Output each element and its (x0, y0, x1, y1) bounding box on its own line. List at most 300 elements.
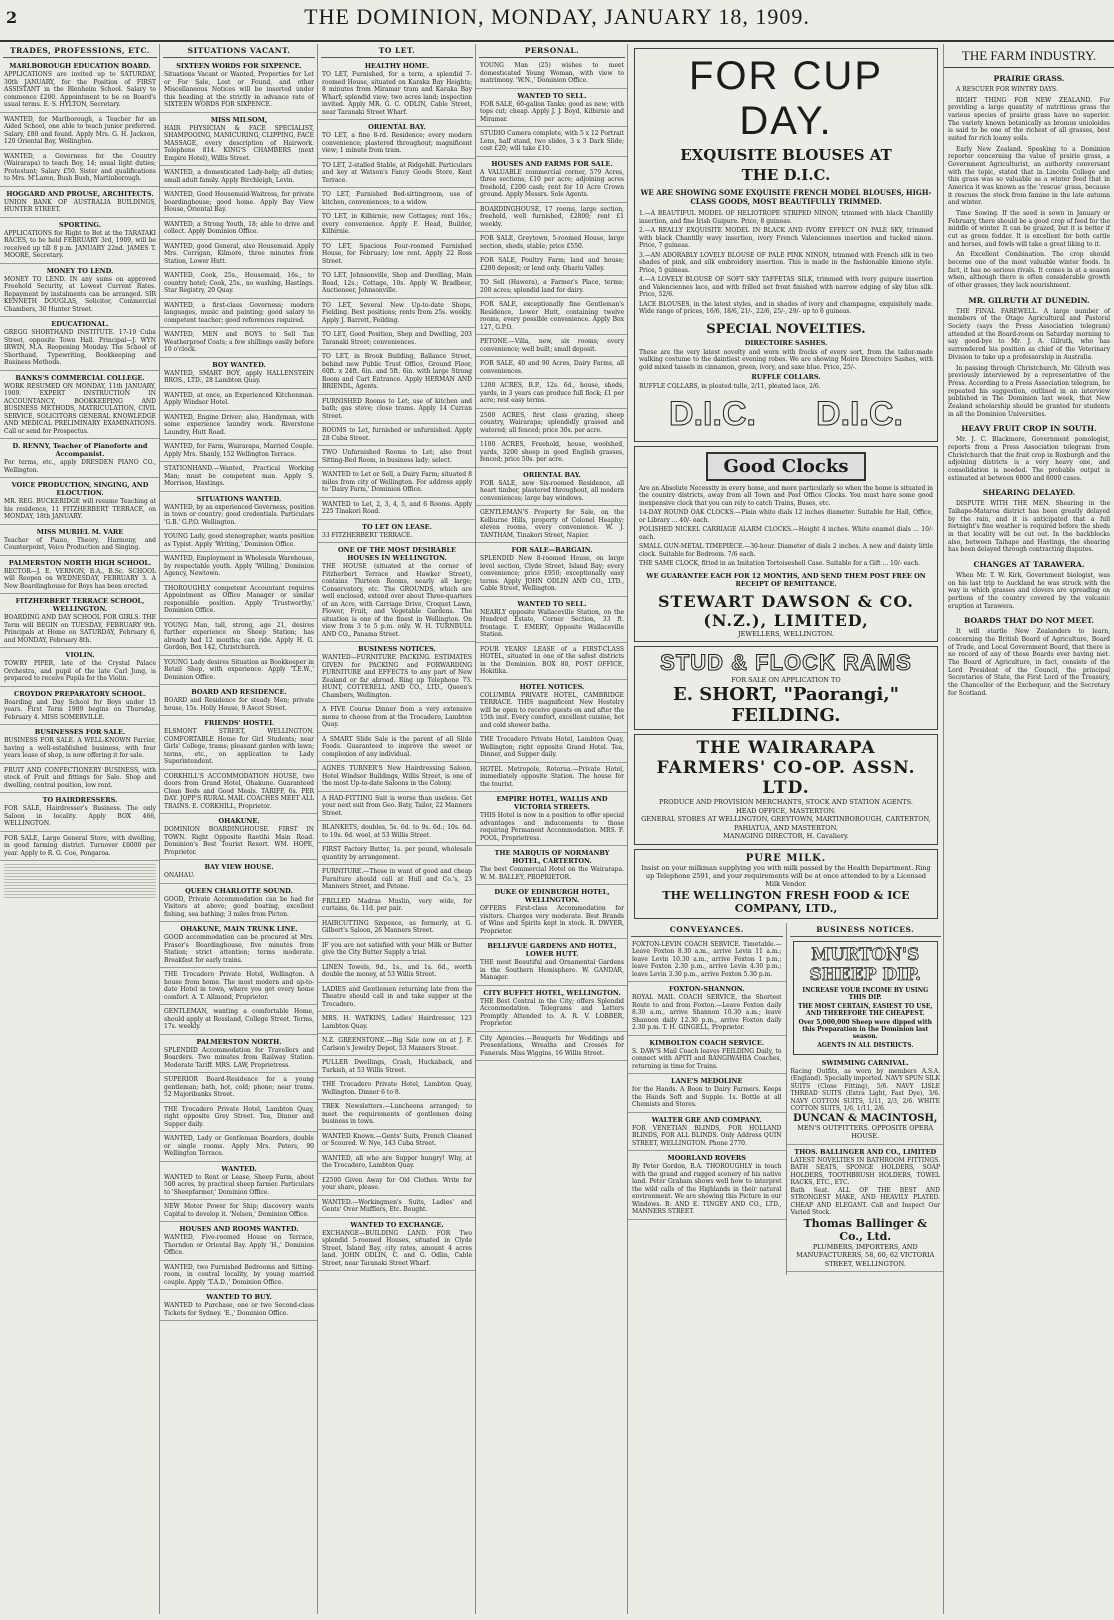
ad-heading: ONE OF THE MOST DESIRABLE HOUSES IN WELLINGTON. (338, 546, 456, 562)
ad-body: FIRST Factory Butter, 1s. per pound, wholesale quantity by arrangement. (322, 846, 472, 861)
ad-body: FOR VENETIAN BLINDS, FOR HOLLAND BLINDS, FOR ALL BLINDS. Only Address QUIN STREET, WELLINGTON. Phone 2770. (632, 1124, 782, 1147)
ad-body: WANTED to Rent or Lease, Sheep Farm, about 500 acres, by practical sheep farmer. Particulars to 'Sheepfarmer,' Dominion Office. (164, 1173, 314, 1196)
cup-day-intro: WE ARE SHOWING SOME EXQUISITE FRENCH MODEL BLOUSES, HIGH-CLASS GOODS, MOST BEAUTIFULLY TRIMMED. (640, 188, 932, 206)
ad-body: THOROUGHLY competent Accountant requires Appointment as Office Manager or similar responsible position. Apply 'Trustworthy,' Dominion Office. (164, 584, 314, 614)
ad-body: GENTLEMAN, wanting a comfortable Home, should apply at Rossland, College Street. Terms, 17s. weekly. (164, 1008, 314, 1030)
clocks-warranty: WE GUARANTEE EACH FOR 12 MONTHS, AND SEND THEM POST FREE ON RECEIPT OF REMITTANCE. (646, 571, 926, 588)
classified-ad (318, 1081, 476, 1100)
stewart-dawson-name: STEWART DAWSON & CO. (N.Z.), LIMITED, (658, 591, 914, 630)
ad-body: RECTOR—J. E. VERNON, B.A., B.Sc. SCHOOL will Reopen on WEDNESDAY, FEBRUARY 3. A New Boardinghouse for Boys has been erected. (4, 567, 156, 590)
classified-ad (160, 533, 318, 552)
ad-body: THIS Hotel is now in a position to offer special advantages and inducements to those requiring Permanent Accommodation. MRS. F. POOL, Proprietress. (480, 812, 624, 842)
ad-body: BOARDINGHOUSE, 17 rooms, large section, freehold, well furnished, £2800; rent £1 weekly. (480, 205, 624, 228)
ad-body: FOR SALE, Hairdresser's Business. The only Saloon in locality. Apply BOX 466, WELLINGTON. (4, 805, 156, 827)
ad-body: FOR SALE, Large General Store, with dwelling, in good farming district. Turnover £6000 per year. Apply to R. G. Coe, Pongaroa. (4, 834, 156, 857)
classified-ad (318, 353, 476, 395)
classified-ad (160, 221, 318, 240)
ad-list (0, 62, 160, 861)
special-novelties-heading: SPECIAL NOVELTIES. (706, 321, 866, 337)
classified-ad (160, 688, 318, 716)
classified-ad (476, 160, 628, 203)
section-heading: PERSONAL. (479, 46, 625, 58)
ad-body: MONEY TO LEND. IN any sums on approved Freehold Security, at Lowest Current Rates. Repayment by instalments can be arranged. SIR KENNETH DOUGLAS, Solicitor, Commercial Chambers, 30 Hunter Street. (4, 275, 156, 313)
classified-ad (476, 683, 628, 734)
ad-body: FOUR YEARS' LEASE of a FIRST-CLASS HOTEL, situated in one of the safest districts in the Dominion. BOX 80, POST OFFICE, Hokitika. (480, 645, 624, 675)
ad-body: WANTED, good General, also Housemaid. Apply Mrs. Corrigan, Kilmore, three minutes from Station, Lower Hutt. (164, 242, 314, 265)
classified-ad (318, 427, 476, 446)
ad-body: FOR SALE, Greytown, 5-roomed House, large section, sheds, stable; price £550. (480, 235, 624, 250)
classified-ad (318, 846, 476, 865)
classified-ad (318, 398, 476, 425)
sash-text: These are the very latest novelty and worn with frocks of every sort, from the tailor-made walking costume to the daintiest evening robes. We are showing Moire Directoire Sashes, with gold mixed tassels in cinnamon, green, ivory, and saxe blue. Price, 25/-. (639, 348, 933, 371)
clocks-intro: Are an Absolute Necessity in every home, and more particularly so when the home is situated in the country districts, away from all Town and Post Office Clocks. You must have some good inexpensive clock that you can rely to catch Trains, Buses, etc. (639, 484, 933, 507)
ad-body: WANTED, SMART BOY, apply HALLENSTEIN BROS., LTD., 28 Lambton Quay. (164, 369, 314, 384)
directoire-heading: DIRECTOIRE SASHES. (744, 338, 828, 347)
classified-ad (476, 257, 628, 276)
ad-body: FOR SALE, Poultry Farm; land and house; £200 deposit; or lend only. Ohariu Valley. (480, 257, 624, 272)
ballinger-ad (787, 1148, 945, 1272)
ad-body: WANTED, a first-class Governess; modern languages, music and painting; good salary to competent teacher; good references required. (164, 301, 314, 324)
ad-body: APPLICATIONS are invited up to SATURDAY, 30th JANUARY, for the Position of FIRST ASSISTANT in the Blenheim School. Salary to commence £200. Appointment to be on Board's usual terms. E. S. HYLTON, Secretary. (4, 71, 156, 108)
classified-ad (318, 736, 476, 763)
ad-body: THE Trocadero Private Hotel, Lambton Quay, Wellington. Dinner 6 to 8. (322, 1081, 472, 1096)
section-heading: TO LET. (321, 46, 473, 58)
ad-body: WANTED to Let or Sell, a Dairy Farm; situated 8 miles from city of Wellington. For address apply to 'Dairy Farm,' Dominion Office. (322, 471, 472, 493)
ad-heading: EMPIRE HOTEL, WALLIS AND VICTORIA STREETS. (496, 795, 608, 811)
classified-ad (318, 213, 476, 240)
ad-body: WANTED, Lady or Gentleman Boarders, double or single rooms. Apply Mrs. Peters, 90 Wellington Terrace. (164, 1135, 314, 1157)
article-heading: BOARDS THAT DO NOT MEET. (963, 616, 1095, 626)
ad-body: £2500 Given Away for Old Clothes. Write for your share, please. (322, 1176, 472, 1191)
ad-body: WANTED.—Workingmen's Suits, Ladies' and Gents' Over Mufflers, Etc. Bought. (322, 1198, 472, 1213)
ad-body: For terms, etc., apply DRESDEN PIANO CO., Wellington. (4, 459, 156, 474)
classified-ad (628, 941, 786, 983)
ad-body: SPLENDID New 8-roomed House, on large level section, Clyde Street, Island Bay; every convenience; price £950; exceptionally easy terms. Apply JOHN ODLIN AND CO., LTD., Cable Street, Wellington. (480, 555, 624, 592)
classified-ad (318, 191, 476, 210)
ruffle-heading: RUFFLE COLLARS. (751, 373, 821, 381)
ad-heading: EDUCATIONAL. (51, 320, 109, 328)
swim-text: Racing Outfits, as worn by members A.S.A. (England). Specially imported. NAVY SPUN SILK SUITS (Close Fitting), 5/6. NAVY LISLE THREAD SUITS (Extra Light, Fast Dye), 3/6. NAVY COTTON SUITS, 1/11, 2/3, 2/6. WHITE COTTON SUITS, 1/6, 1/11, 2/6. (790, 1067, 941, 1113)
clock-item: 14-DAY ROUND OAK CLOCKS.—Plain white dials 12 inches diameter. Suitable for Hall, Office, or Library ... 40/- each. (639, 509, 933, 524)
ad-body: The best Commercial Hotel on the Wairarapa. W. M. BALLEY, PROPRIETOR. (480, 866, 624, 881)
classified-ad (476, 412, 628, 439)
classified-ad (0, 267, 160, 318)
blouse-item: 1.—A BEAUTIFUL MODEL OF HELIOTROPE STRIPED NINON, trimmed with black Chantilly insertion, and fine Irish Guipure. Price, 8 guineas. (639, 210, 933, 225)
bath-text: Bath Seat. ALL OF THE BEST AND STRONGEST MAKE, AND HEAVILY PLATED. CHEAP AND ELEGANT. Call and Inspect Our Varied Stock. (790, 1186, 940, 1217)
classified-ad (476, 989, 628, 1032)
column-situations (160, 44, 318, 1614)
ad-heading: HOTEL NOTICES. (519, 682, 585, 691)
article-paragraph: Mr. J. C. Blackmore, Government pomologist, reports from a Press Association telegram from Christchurch that the fruit crop in Roxburgh and the adjoining districts is a very heavy one, and consolidation is needed. The probable output is estimated at between 6000 and 8000 cases. (948, 436, 1110, 482)
ad-heading: PALMERSTON NORTH HIGH SCHOOL. (8, 558, 152, 567)
classified-ad (160, 773, 318, 815)
ad-heading: HOGGARD AND PROUSE, ARCHITECTS. (6, 189, 154, 198)
ad-body: TO LET, in Brook Building, Ballance Street, behind new Public Trust Office, Ground Floor, 60ft. x 24ft. 6in. and 5ft. 6in. with large Strong Room and Cart Entrance. Apply HERMAN AND BRIENDL, Agents. (322, 353, 472, 390)
ad-body: YOUNG Man, tall, strong, age 21, desires further experience on Sheep Station; has already had 12 months; can ride. Apply H. G. Gordon, Box 142, Christchurch. (164, 621, 314, 651)
ad-list (628, 941, 786, 1220)
ad-body: TO LET, Furnished Bed-sittingroom, use of kitchen, conveniences, to a widow. (322, 191, 472, 206)
ad-body: WANTED, MEN and BOYS to Sell Tan Weatherproof Coats; a few shillings easily before 10 o'clock. (164, 331, 314, 353)
sheep-dip-title: SHEEP DIP. (809, 964, 922, 985)
ad-body: HAIR PHYSICIAN & FACE SPECIALIST, SHAMPOOING, MANICURING, CLIPPING, FACE MASSAGE, every description of Hairwork. Telephone 814. KING'S CHAMBERS (next Empire Hotel), Willis Street. (164, 124, 314, 162)
dic-logo-row (639, 395, 933, 434)
ad-body: NEARLY opposite Wallaceville Station, on the Hundred Estate, Corner Section, 33 ft. frontage. T. EMERY, Opposite Wallaceville Station. (480, 608, 624, 638)
ad-body: EXCHANGE—BUILDING LAND. FOR Two splendid 5-roomed Houses, situated in Clyde Street, Island Bay, city rates, amount 4 acres land. JOHN ODLIN, C. and G. Odlin, Cable Street, near Taranaki Street Wharf. (322, 1229, 472, 1267)
ad-heading: FOXTON-SHANNON. (668, 985, 745, 994)
classified-ad (318, 162, 476, 189)
ad-body: MRS. H. WATKINS, Ladies' Hairdresser, 123 Lambton Quay. (322, 1015, 472, 1030)
page-number: 2 (6, 8, 18, 27)
classified-ad (476, 849, 628, 885)
ad-body: FRUIT AND CONFECTIONERY BUSINESS, with stock of Fruit and fittings for Sale. Shop and dwelling, central position, low rent. (4, 766, 156, 789)
ad-heading: MARLBOROUGH EDUCATION BOARD. (9, 62, 151, 70)
classified-ad (476, 546, 628, 597)
ad-body: THE Trocadero Private Hotel, Wellington. A house from home. The most modern and up-to-date Hotel in town, where you get every home comfort. A. T. Allmond, Proprietor. (164, 971, 314, 1001)
ad-body: PULLER Dwellings, Crash, Huckaback, and Turkish, at 53 Willis Street. (322, 1059, 472, 1074)
classified-ad (0, 690, 160, 726)
ad-heading: D. RENNY, Teacher of Pianoforte and Accompanist. (12, 442, 148, 458)
ad-body: UNION BANK OF AUSTRALIA BUILDINGS, HUNTER STREET. (4, 198, 156, 213)
milk-text: Insist on your milkman supplying you with milk passed by the Health Department. Ring up Telephone 2591, and your requirements will be at once attended to by a Licensed Milk Vendor. (641, 863, 931, 889)
article-paragraph: THE FINAL FAREWELL. A large number of members of the Otago Agricultural and Pastoral Society (says the Press Association telegram) attended at the Board-room on Saturday morning to say good-bye to Mr. J. A. Gilruth, who has surrendered his position as chief of the Veterinary Division to take up a professorship in Australia. (948, 307, 1110, 361)
ad-heading: FRIENDS' HOSTEL (204, 719, 274, 727)
classified-ad (476, 441, 628, 468)
lower-split (628, 923, 944, 1275)
ad-heading: BANKS'S COMMERCIAL COLLEGE. (15, 373, 145, 382)
ad-body: A FIVE Course Dinner from a very extensive menu to choose from at the Trocadero, Lambton Quay. (322, 706, 472, 728)
ad-body: GREGG SHORTHAND INSTITUTE. 17-19 Cuba Street, opposite Town Hall. Principal—J. WYN IRWIN, M.A. Reopening Monday. The School of Shorthand, Typewriting, Bookkeeping and Business Methods. (4, 329, 156, 366)
ballinger-sub: PLUMBERS, IMPORTERS, AND MANUFACTURERS, 58, 60, 62 VICTORIA STREET, WELLINGTON. (796, 1242, 935, 1268)
dip-note: INCREASE YOUR INCOME BY USING THIS DIP. (802, 986, 929, 1001)
classified-ad (160, 1008, 318, 1035)
ad-body: YOUNG Man (25) wishes to meet domesticated Young Woman, with view to matrimony. 'W.N.,' Dominion Office. (480, 62, 624, 84)
ad-heading: THE MARQUIS OF NORMANBY HOTEL, CARTERTON. (494, 849, 610, 865)
classified-ad (160, 116, 318, 167)
article-paragraph: It will startle New Zealanders to learn, concerning the British Board of Agriculture, Board of Trade, and Local Government Board, that there is no record of any of these Boards ever having met. The Board of Agriculture, in fact, consists of the Lord President of the Council, the principal Secretaries of State, the First Lord of the Treasury, the Chancellor of the Exchequer, and the Secretary for Scotland. (948, 628, 1110, 697)
wairarapa-line: PRODUCE AND PROVISION MERCHANTS, STOCK AND STATION AGENTS. (659, 798, 913, 807)
classified-ad (318, 243, 476, 270)
ad-body: BOARD and Residence for steady Men; private house, 15s. Holly House, 9 Ascot Street. (164, 697, 314, 712)
ad-body: CORKHILL'S ACCOMMODATION HOUSE, two doors from Grand Hotel, Ohakune. Guaranteed Clean Beds and Good Meals. TARIFF, 6s. PER DAY. JOPP'S RURAL MAIL COACHES MEET ALL TRAINS. E. CORKHILL, Proprietor. (164, 772, 314, 810)
ad-body: ROOMS to Let, furnished or unfurnished. Apply 28 Cuba Street. (322, 427, 472, 442)
classified-ad (160, 1293, 318, 1321)
ad-body: OFFERS First-class Accommodation for visitors. Charges very moderate. Best Brands of Wine and Spirits kept in stock. R. DWYER, Proprietor. (480, 905, 624, 935)
ad-body: TOWRY PIPER, late of the Crystal Palace Orchestra, and pupil of the late Carl Jung, is prepared to receive Pupils for the Violin. (4, 660, 156, 682)
ad-body: COLUMBIA PRIVATE HOTEL, CAMBRIDGE TERRACE. THIS magnificent New Hostelry will be open to receive guests on and after the 15th inst. Every comfort, excellent cuisine, hot and cold shower baths. (480, 691, 624, 729)
classified-ad (0, 320, 160, 371)
ad-heading: CITY BUFFET HOTEL, WELLINGTON. (483, 988, 621, 997)
column-trades (0, 44, 160, 1614)
article-heading: CHANGES AT TARAWERA. (973, 559, 1085, 569)
ad-body: 33 FITZHERBERT TERRACE. (322, 531, 413, 539)
ad-body: TWO Unfurnished Rooms to Let; also front Sitting-Bed Room, in business lady; select. (322, 449, 472, 464)
classified-ad (160, 392, 318, 411)
ad-body: WANTED, a Governess for the Country (Wairarapa) to teach Boy, 14; usual light duties; Protestant; Salary £50. Sister and qualifications to Mrs. M'Laren, Bush Bush, Martinborough. (4, 152, 156, 182)
article-paragraph: A RESCUER FOR WINTRY DAYS. (956, 86, 1058, 93)
classified-ad (476, 942, 628, 986)
milk-company: THE WELLINGTON FRESH FOOD & ICE (662, 888, 910, 902)
ad-body: FOXTON-LEVIN COACH SERVICE. Timetable.—Leave Foxton 8.30 a.m., arrive Levin 11 a.m.; leave Levin 10.30 a.m., arrive Foxton 1 p.m.; leave Foxton 2.30 p.m., arrive Levin 4.30 p.m.; leave Levin 3.30 p.m., arrive Foxton 5.30 p.m. (632, 940, 782, 978)
ad-body: TO Sell (Hawera), a Farmer's Place, terms; 200 acres; splendid land for dairy. (480, 279, 624, 294)
ad-heading: VIOLIN. (65, 651, 95, 659)
stud-sub: FOR SALE ON APPLICATION TO (731, 675, 841, 684)
classified-ad (628, 1116, 786, 1152)
ad-heading: OHAKUNE, MAIN TRUNK LINE. (180, 925, 298, 933)
classified-ad (628, 1154, 786, 1220)
classified-ad (0, 796, 160, 832)
ad-heading: HOUSES AND ROOMS WANTED. (179, 1225, 299, 1233)
ad-heading: WANTED. (221, 1164, 257, 1173)
classified-ad (318, 920, 476, 939)
ad-body: HAIRCUTTING Sixpence, as formerly, at G. Gilbert's Saloon, 26 Manners Street. (322, 919, 472, 934)
classified-ad (160, 302, 318, 329)
ad-heading: TO LET ON LEASE. (362, 522, 432, 531)
classified-ad (160, 622, 318, 656)
classified-ad (476, 301, 628, 335)
section-heading: BUSINESS NOTICES. (790, 925, 942, 937)
ad-body: TO LET, Several New Up-to-date Shops, Fielding. Best positions; rents from 25s. weekly. Apply J. Barrett, Feilding. (322, 301, 472, 324)
ad-body: TREK Newsletters.—Luncheons arranged; to meet the requirements of gentlemen doing business in town. (322, 1103, 472, 1125)
ad-body: NEW Motor Power for Ship; discovery wants Capital to develop it. 'Nelson,' Dominion Office. (164, 1203, 314, 1218)
column-to-let (318, 44, 476, 1614)
classified-ad (476, 888, 628, 939)
ad-body: WANTED, Good Housemaid-Waitress, for private boardinghouse; good home. Apply Bay View House, Oriental Bay. (164, 191, 314, 213)
dip-note: Over 5,000,000 Sheep were dipped with this Preparation in the Dominion last season. (798, 1018, 932, 1040)
article-paragraph: Time Sowing. If the seed is sown in January or February, there should be a good crop of feed for the middle of winter. It can be grazed, but it is better if cut as green fodder. It is excellent for both cattle and horses, and fowls will take a great liking to it. (948, 210, 1110, 248)
classified-ad (318, 272, 476, 299)
ad-body: BUSINESS FOR SALE. A WELL-KNOWN Farrier, having a well-established business, with four years lease of shop, is now offering it for sale. (4, 737, 156, 759)
ad-body: MR. REG. BUCKERIDGE will resume Teaching at his residence, 11 FITZHERBERT TERRACE, on MONDAY, 18th JANUARY. (4, 498, 156, 520)
ad-body: for the Hands. A Boon to Dairy Farmers. Keeps the Hands Soft and Supple. 1s. Bottle at all Chemists and Stores. (632, 1086, 782, 1109)
ad-body: By Peter Gordon, R.A. THOROUGHLY in touch with the grand and rugged scenery of his native land. Peter Graham shows well how to interpret the wild calls of the Highlands in their natural environment. We are showing this Picture in our Windows. B. AND E. TINGEY AND CO., LTD., MANNERS STREET. (632, 1163, 782, 1216)
wairarapa-farmers-ad (634, 734, 938, 844)
blouse-item: 2.—A REALLY EXQUISITE MODEL IN BLACK AND IVORY EFFECT ON PALE SKY, trimmed with black Chantilly wavy insertion, ivory French Valenciennes insertion and tucked ninon. Price, 7 guineas. (639, 227, 933, 249)
classified-ad (0, 374, 160, 440)
classified-ad (318, 795, 476, 822)
classified-ad (160, 1165, 318, 1201)
ad-body: FOR SALE, 60-gallon Tanks; good as new; with tops cut; cheap. Apply J. J. Boyd, Kilbirnie and Miramar. (480, 100, 624, 123)
ad-body: THE most Beautiful and Ornamental Gardens in the Southern Hemisphere. W. GANDAR, Manager. (480, 959, 624, 981)
ad-body: YOUNG Lady desires Situation as Bookkeeper in Retail Shop, with experience. Apply 'T.E.W.,' Dominion Office. (164, 658, 314, 681)
dip-note: AGENTS IN ALL DISTRICTS. (817, 1041, 914, 1049)
classified-ad (476, 1035, 628, 1062)
ad-body: AGNES TURNER'S New Hairdressing Saloon, Hotel Windsor Buildings, Willis Street, is one of the most Up-to-date Saloons in the Colony. (322, 765, 472, 787)
section-heading: TRADES, PROFESSIONS, ETC. (3, 46, 157, 58)
classified-ad (160, 495, 318, 531)
classified-ad (476, 279, 628, 298)
ad-body: WANTED Known.—Gents' Suits, French Cleaned or Scoured. W. Nye, 143 Cuba Street. (322, 1132, 472, 1147)
ad-body: 2500 ACRES, first class grazing, sheep country, Wairarapa; splendidly grassed and watered; all fenced; price 30s. per acre. (480, 411, 624, 434)
classified-ad (160, 925, 318, 968)
farm-industry-title: THE FARM INDUSTRY. (944, 48, 1114, 68)
classified-ad (0, 651, 160, 687)
ad-body: ONAHAU. (164, 872, 195, 879)
classified-ad (476, 130, 628, 157)
classified-ad (160, 191, 318, 218)
ballinger-text: LATEST NOVELTIES IN BATHROOM FITTINGS. BATH SEATS, SPONGE HOLDERS, SOAP HOLDERS, TOOTHBRUSH HOLDERS, TOWEL RACKS, ETC., ETC. (790, 1156, 940, 1187)
ad-heading: MISS MILSOM, (210, 115, 268, 124)
classified-ad (318, 1015, 476, 1034)
ad-list (476, 62, 628, 1061)
stud-place: FEILDING. (731, 705, 841, 727)
classified-ad (318, 501, 476, 520)
classified-ad (318, 645, 476, 703)
column-display-ads (628, 44, 944, 1614)
ad-heading: BUSINESS NOTICES. (358, 645, 436, 653)
ad-heading: QUEEN CHARLOTTE SOUND. (185, 886, 293, 895)
ad-body: LADIES and Gentlemen returning late from the Theatre should call in and take supper at the Trocadero. (322, 985, 472, 1008)
classified-ad (160, 1106, 318, 1133)
classified-ad (476, 600, 628, 643)
classified-ad (318, 1133, 476, 1152)
classified-ad (0, 528, 160, 556)
ad-heading: ORIENTAL BAY. (368, 123, 426, 131)
classified-ad (160, 1203, 318, 1222)
ad-heading: BELLEVUE GARDENS AND HOTEL, LOWER HUTT. (487, 942, 617, 958)
clock-item: THE SAME CLOCK, fitted in an Imitation Tortoiseshell Case. Suitable for a Gift ... 10/- each. (639, 560, 920, 567)
ad-heading: WANTED TO EXCHANGE. (350, 1220, 444, 1229)
ad-body: N.Z. GREENSTONE.—Big Sale now on at J. F. Carlson's Jewelry Depot, 53 Manners Street. (322, 1037, 472, 1052)
classified-ad (318, 824, 476, 843)
classified-ad (318, 449, 476, 468)
ad-body: FURNISHED Rooms to Let; use of kitchen and bath; gas stove; close trams. Apply 14 Curran Street. (322, 397, 472, 420)
classified-ad (160, 1225, 318, 1261)
classified-ad (0, 767, 160, 794)
duncan-sub: MEN'S OUTFITTERS. OPPOSITE OPERA HOUSE. (797, 1123, 934, 1141)
stud-rams-ad (634, 646, 938, 730)
classified-ad (160, 169, 318, 188)
ad-heading: MONEY TO LEND. (46, 266, 114, 275)
ad-body: HOTEL Metropole, Rotorua.—Private Hotel, immediately opposite Station. The house for the tourist. (480, 765, 624, 788)
ad-body: THE HOUSE (situated at the corner of Fitzherbert Terrace and Hawker Street), contains Thirteen Rooms, nearly all large; Conservatory, etc. The GROUNDS, which are well enclosed, extend over about Three-quarters of an Acre, with Carriage Drive, Croquet Lawn, Flower, Fruit, and Vegetable Gardens. The situation is one of the finest in Wellington. On view from 3 to 5 p.m. only. W. H. TURNBULL AND CO., Panama Street. (322, 563, 472, 638)
ad-body: APPLICATIONS for Right to Bet at the TARATAKI RACES, to be held FEBRUARY 3rd, 1909, will be received up till 8 p.m. JANUARY 22nd. JAMES T. MOORE, Secretary. (4, 229, 156, 259)
ad-body: GENTLEMAN'S Property for Sale, on the Kelburne Hills, property of Colonel Heaphy; eleven rooms, every convenience. W. J. TANTHAM, Tinakori Street, Napier. (480, 509, 624, 539)
article-heading: PRAIRIE GRASS. (993, 74, 1065, 83)
classified-ad (0, 442, 160, 478)
ad-heading: WANTED TO SELL. (517, 599, 587, 608)
classified-ad (476, 62, 628, 89)
ad-body: FOR SALE, new Six-roomed Residence, all heart timber, plastered throughout, all modern conveniences; large bay windows. (480, 479, 624, 502)
ad-body: WANTED, Engine Driver; also, Handyman, with some experience laundry work. Riverstone Laundry, Hutt Road. (164, 413, 314, 436)
ad-heading: SIXTEEN WORDS FOR SIXPENCE. (176, 62, 302, 70)
classified-ad (318, 471, 476, 498)
article-paragraph: RIGHT THING FOR NEW ZEALAND. For providing a large quantity of nutritious grass the various species of prairie grass have no superior. The variety known botanically as bromus unioloides is said to be one of the richest of all grasses, best suited for rich loamy soils. (948, 96, 1110, 143)
blouse-item: LACE BLOUSES, in the latest styles, and in shades of ivory and champagne, exquisitely made. Wide range of prices, 16/6, 18/6, 21/-, 22/6, 25/-, 29/- up to 6 guineas. (639, 300, 933, 315)
ad-body: WANTED, Employment in Wholesale Warehouse, by respectable youth. Apply 'Willing,' Dominion Agency, Newtown. (164, 555, 314, 577)
classified-ad (160, 659, 318, 686)
ad-list (160, 62, 318, 1321)
classified-ad (160, 62, 318, 113)
article-heading: SHEARING DELAYED. (982, 488, 1076, 498)
ad-body: TO LET, a fine 8-rd. Residence; every modern convenience; plastered throughout; magnificent view; 1 minute from tram. (322, 132, 472, 154)
ad-heading: VOICE PRODUCTION, SINGING, AND ELOCUTION. (11, 481, 149, 497)
classified-ad (628, 1077, 786, 1113)
classified-ad (0, 153, 160, 187)
classified-ad (318, 964, 476, 983)
classified-ad (160, 331, 318, 358)
clock-item: SMALL GUN-METAL TIMEPIECE.—30-hour. Diameter of dials 2 inches. A new and dainty little clock. Suitable for Bedroom. 7/6 each. (639, 543, 933, 558)
ad-body: Situations Vacant or Wanted, Properties for Let or For Sale, Lost or Found, and other Miscellaneous Notices will be inserted under this heading at the strictly in advance rate of SIXTEEN WORDS FOR SIXPENCE. (164, 71, 314, 108)
ad-body: BOARDING AND DAY SCHOOL FOR GIRLS. THE Term will BEGIN on TUESDAY, FEBRUARY 9th. Principals at Home on SATURDAY, February 6, and MONDAY, February 8th. (4, 614, 156, 644)
article-heading: HEAVY FRUIT CROP IN SOUTH. (961, 424, 1097, 434)
stud-name: E. SHORT, "Paorangi," (673, 684, 899, 706)
ad-body: ELSMONT STREET, WELLINGTON. COMFORTABLE Home for Girl Students; near Girls' College, trams; pleasant garden with lawn; terms, etc., on application to Lady Superintendent. (164, 728, 314, 765)
ad-body: WANTED to Purchase, one or two Second-class Tickets for Sydney. 'E.,' Dominion Office. (164, 1302, 314, 1317)
classified-ad (318, 1059, 476, 1078)
classified-ad (318, 1155, 476, 1174)
classified-ad (318, 868, 476, 895)
classified-ad (318, 62, 476, 120)
ad-body: GOOD, Private Accommodation can be had for Visitors at above; good boating, excellent fishing, sea bathing; 3 miles from Picton. (164, 895, 314, 918)
classified-ad (476, 360, 628, 379)
murton-title: MURTON'S (811, 944, 920, 965)
classified-ad (0, 835, 160, 862)
classified-ad (476, 766, 628, 793)
ad-body: WANTED, Five-roomed House on Terrace, Thorndon or Oriental Bay. Apply 'H.,' Dominion Office. (164, 1234, 314, 1256)
ad-body: Teacher of Piano, Theory, Harmony, and Counterpoint, Voice Production and Singing. (4, 536, 156, 551)
classified-ad (160, 971, 318, 1005)
ad-heading: SITUATIONS WANTED. (196, 494, 282, 503)
classified-ad (160, 817, 318, 860)
ad-heading: WANTED TO SELL. (517, 91, 587, 100)
ad-body: WANTED, all who are Supper hungry! Why, at the Trocadero, Lambton Quay. (322, 1154, 472, 1169)
classified-ad (0, 728, 160, 764)
article-paragraph: Early New Zealand. Speaking to a Dominion reporter concerning the value of prairie grass, a Government Agriculturist, an authority conversant with the topic, stated that in Lincoln College and this grass was so valuable as a winter feed that in America it was known as the 'rescue' grass, because it rescues the stock from famine in the late autumn and winter. (948, 145, 1110, 207)
cup-day-subtitle2: THE D.I.C. (741, 166, 831, 184)
classified-ad (160, 443, 318, 462)
classified-ad (476, 92, 628, 128)
ad-heading: MISS MURIEL M. VARE (36, 527, 124, 536)
classified-ad (0, 481, 160, 525)
ad-body: TO LET, Johnsonville, Shop and Dwelling, Main Road, 12s.; Cottage, 10s. Apply W. Bradbeer, Auctioneer, Johnsonville. (322, 272, 472, 294)
ad-body: DOMINION BOARDINGHOUSE. FIRST IN TOWN. Right Opposite Raetihi Main Road. Dominion's Best Tourist Resort. WM. HOPE, Proprietor. (164, 826, 314, 856)
ad-heading: FOR SALE—BARGAIN. (511, 546, 593, 554)
ad-body: STATIONHAND.—Wanted, Practical Working Man; must be competent man. Apply S. Morrison, Hastings. (164, 465, 314, 487)
stewart-dawson-sub: JEWELLERS, WELLINGTON. (738, 629, 834, 638)
ad-heading: BOY WANTED. (212, 360, 266, 369)
classified-ad (160, 1135, 318, 1162)
classified-ad (160, 465, 318, 492)
classified-ad (0, 190, 160, 218)
ad-body: IF you are not satisfied with your Milk or Butter give the City Butter Supply a trial. (322, 941, 472, 956)
wairarapa-line: HEAD OFFICE, MASTERTON. (736, 806, 836, 815)
ad-body: TO LET, Furnished, for a term, a splendid 7-roomed House, situated on Karaka Bay Heights; 8 minutes from Miramar tram and Karaka Bay Wharf; splendid view; two acres land; inspection invited. Apply MR. G. C. ODLIN, Cable Street, near Taranaki Street Wharf. (322, 71, 472, 116)
classified-ad (318, 1221, 476, 1272)
ad-body: FOR SALE, exceptionally fine Gentleman's Residence, Lower Hutt, containing twelve rooms, every possible convenience. Apply Box 127, G.P.O. (480, 301, 624, 331)
ad-body: City Agencies.—Bouquets for Weddings and Presentations, Wreaths and Crosses for Funerals. Miss Wiggins, 16 Willis Street. (480, 1034, 624, 1057)
stewart-dawson-clocks-ad (634, 446, 938, 642)
classified-ad (628, 985, 786, 1036)
section-heading: CONVEYANCES. (631, 925, 783, 937)
murton-sheep-dip-ad (793, 941, 939, 1055)
ad-body: A HAD-FITTING Suit is worse than useless. Get your next suit from Geo. Baty, Tailor, 22 Manners Street. (322, 794, 472, 817)
classified-ad (160, 585, 318, 619)
swim-heading: SWIMMING CARNIVAL. (821, 1058, 909, 1067)
ad-body: A VALUABLE commercial corner, 579 Acres, three sections, £10 per acre; adjoining acres freehold, £200 cash; rent for 10 Acre Crown ground. Apply Messrs. Sole Agents. (480, 168, 624, 198)
milk-title: PURE MILK. (745, 852, 827, 864)
classified-ad (476, 338, 628, 357)
classified-ad (318, 302, 476, 329)
ad-body: TO LET, 2-stalled Stable, at Ridgehill. Particulars and key at Watson's Fancy Goods Store, Kent Terrace. (322, 161, 472, 184)
classified-ad (318, 331, 476, 350)
ad-body: WANTED—FURNITURE PACKING. ESTIMATES GIVEN for PACKING and FORWARDING FURNITURE and EFFECTS to any part of New Zealand or far abroad. Ring up Telephone 73. HUNT, COTTERELL AND CO., LTD., Queen's Chambers, Wellington. (322, 654, 472, 699)
ad-heading: OHAKUNE. (218, 817, 260, 825)
ad-body: TO LET, Good Position, Shop and Dwelling, 203 Taranaki Street; conveniences. (322, 331, 472, 346)
ad-body: FRILLED Madras Muslin, very wide, for curtains, 6s. 11d. per pair. (322, 897, 472, 912)
swimming-carnival-ad (787, 1059, 945, 1145)
ad-list (318, 62, 476, 1271)
classified-ad (160, 361, 318, 389)
